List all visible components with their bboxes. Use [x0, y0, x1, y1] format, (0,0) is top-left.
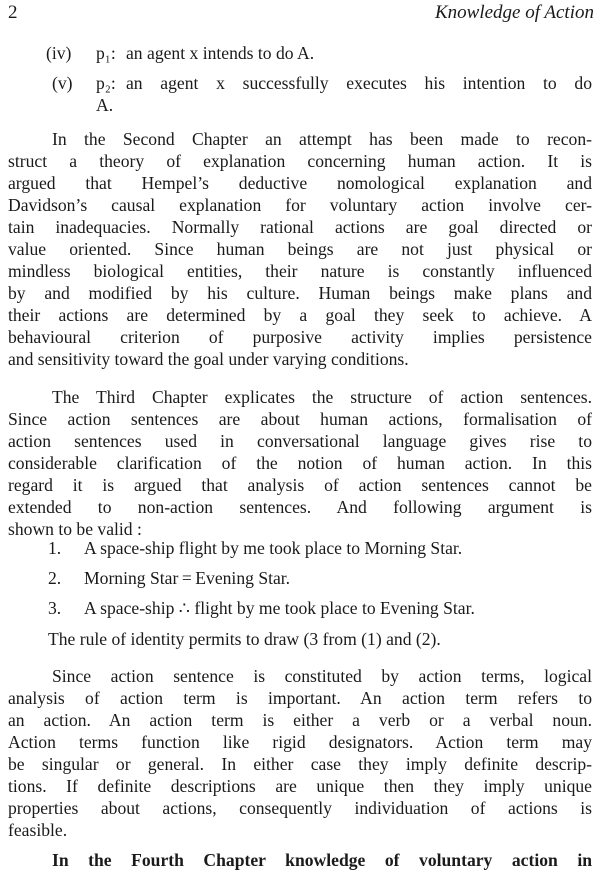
premise-text: an agent x intends to do A.	[126, 43, 315, 63]
text-line: tain inadequacies. Normally rational actions are goal directed or	[8, 217, 592, 237]
text-line: be singular or general. In either case they imply definite descrip-	[8, 754, 592, 774]
text-line: value oriented. Since human beings are not just physical or	[8, 239, 592, 259]
text-line: Since action sentence is constituted by action terms, logical	[52, 666, 592, 686]
text-line: behavioural criterion of purposive activity implies persistence	[8, 327, 592, 347]
text-line: and sensitivity toward the goal under varying conditions.	[8, 349, 409, 369]
text-line: considerable clarification of the notion of human action. In this	[8, 453, 592, 473]
page-number: 2	[8, 2, 18, 23]
premise-label: (v)	[52, 73, 73, 93]
argument-text: Morning Star = Evening Star.	[84, 568, 291, 588]
text-line: analysis of action term is important. An action term refers to	[8, 688, 592, 708]
text-line: shown to be valid :	[8, 519, 142, 539]
premise-symbol: p₁:	[96, 43, 116, 63]
argument-text: A space-ship ∴ flight by me took place to Evening Star.	[84, 598, 475, 618]
text-line: Davidson’s causal explanation for voluntary action involve cer-	[8, 195, 592, 215]
text-line: regard it is argued that analysis of action sentences cannot be	[8, 475, 592, 495]
argument-number: 3.	[48, 598, 62, 618]
rule-of-identity-line: The rule of identity permits to draw (3 from (1) and (2).	[48, 629, 441, 649]
text-line: struct a theory of explanation concerning human action. It is	[8, 151, 592, 171]
text-line: The Third Chapter explicates the structure of action sentences.	[52, 387, 592, 407]
text-line: action sentences used in conversational language gives rise to	[8, 431, 592, 451]
text-line: their actions are determined by a goal they seek to achieve. A	[8, 305, 592, 325]
text-line: mindless biological entities, their nature is constantly influenced	[8, 261, 592, 281]
text-line: Action terms function like rigid designators. Action term may	[8, 732, 592, 752]
premise-label: (iv)	[46, 43, 72, 63]
premise-text-cont: A.	[96, 95, 114, 115]
text-line: In the Second Chapter an attempt has been made to recon-	[52, 129, 592, 149]
page-header	[8, 0, 594, 26]
premise-symbol: p₂:	[96, 73, 116, 93]
text-line: an action. An action term is either a verb or a verbal noun.	[8, 710, 592, 730]
premise-text: an agent x successfully executes his intention to do	[126, 73, 592, 93]
text-line: extended to non-action sentences. And following argument is	[8, 497, 592, 517]
running-title: Knowledge of Action	[434, 2, 594, 23]
argument-number: 1.	[48, 538, 62, 558]
text-line: Since action sentences are about human actions, formalisation of	[8, 409, 592, 429]
text-line: In the Fourth Chapter knowledge of voluntary action in	[52, 850, 592, 870]
text-line: tions. If definite descriptions are unique then they imply unique	[8, 776, 592, 796]
text-line: by and modified by his culture. Human beings make plans and	[8, 283, 592, 303]
text-line: properties about actions, consequently individuation of actions is	[8, 798, 592, 818]
text-line: argued that Hempel’s deductive nomological explanation and	[8, 173, 592, 193]
text-line: feasible.	[8, 820, 68, 840]
argument-text: A space-ship flight by me took place to Morning Star.	[84, 538, 463, 558]
argument-number: 2.	[48, 568, 62, 588]
